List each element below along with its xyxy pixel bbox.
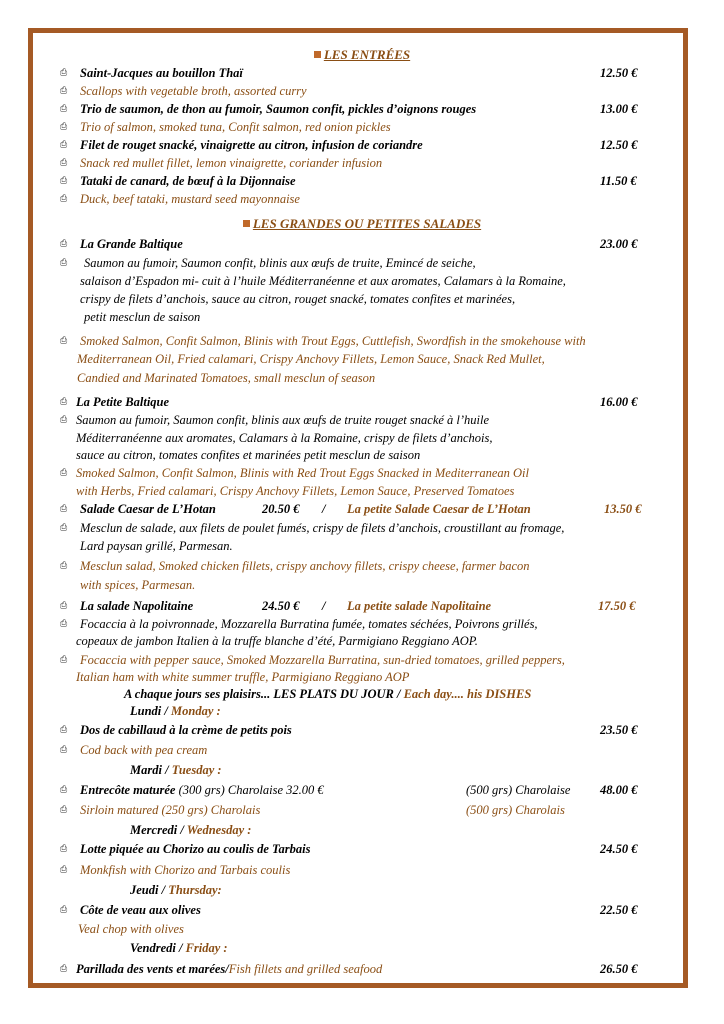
dish-price: 23.00 €	[600, 237, 638, 251]
separator: /	[322, 502, 326, 516]
bullet-icon: ⎙	[60, 618, 68, 628]
dish-description: Saumon au fumoir, Saumon confit, blinis aux œufs de truite rouget snacké à l’huile	[76, 413, 490, 427]
bullet-icon: ⎙	[60, 864, 68, 874]
bullet-icon: ⎙	[60, 467, 68, 477]
bullet-icon: ⎙	[60, 654, 68, 664]
separator: /	[322, 599, 326, 613]
separator: /	[180, 823, 184, 837]
dish-price: 20.50 €	[262, 502, 300, 516]
dish-description: Focaccia à la poivronnade, Mozzarella Burratina fumée, tomates séchées, Poivrons grillés,	[80, 617, 538, 631]
bullet-icon: ⎙	[60, 744, 68, 754]
square-bullet-icon	[314, 51, 321, 58]
day-label	[130, 941, 228, 956]
dish-description: salaison d’Espadon mi- cuit à l’huile Méditerranéenne et aux aromates, Calamars à la Romaine,	[80, 274, 566, 288]
dish-translation: Monkfish with Chorizo and Tarbais coulis	[80, 863, 291, 877]
dish-name: La Petite Baltique	[76, 395, 170, 409]
dish-price: 12.50 €	[600, 66, 638, 80]
day-en: Tuesday :	[171, 763, 222, 777]
dish-alt-translation: (500 grs) Charolais	[466, 803, 565, 817]
dish-name: La Grande Baltique	[80, 237, 183, 251]
dish-description: Lard paysan grillé, Parmesan.	[80, 539, 233, 553]
dish-price: 16.00 €	[600, 395, 638, 409]
day-fr: Lundi	[130, 704, 162, 718]
bullet-icon: ⎙	[60, 103, 68, 113]
dish-translation: Mesclun salad, Smoked chicken fillets, crispy anchovy fillets, crispy cheese, farmer bacon	[80, 559, 530, 573]
dish-translation: Snack red mullet fillet, lemon vinaigrette, coriander infusion	[80, 156, 383, 170]
day-label	[130, 704, 221, 719]
dish-weight: (300 grs) Charolaise 32.00 €	[178, 783, 324, 797]
dish-translation: Cod back with pea cream	[80, 743, 208, 757]
entrees-title: LES ENTRÉES	[323, 47, 411, 62]
dish-translation: Fish fillets and grilled seafood	[228, 962, 383, 976]
dish-name: Trio de saumon, de thon au fumoir, Saumon confit, pickles d’oignons rouges	[80, 102, 477, 116]
day-label	[130, 823, 251, 838]
bullet-icon: ⎙	[60, 396, 68, 406]
dish-name: Côte de veau aux olives	[80, 903, 201, 917]
dish-price: 24.50 €	[262, 599, 300, 613]
dish-name: Saint-Jacques au bouillon Thaï	[80, 66, 243, 80]
plats-title-en: Each day.... his DISHES	[403, 687, 532, 701]
dish-translation: Smoked Salmon, Confit Salmon, Blinis with Red Trout Eggs Snacked in Mediterranean Oil	[76, 466, 529, 480]
bullet-icon: ⎙	[60, 335, 68, 345]
bullet-icon: ⎙	[60, 157, 68, 167]
dish-price: 13.00 €	[600, 102, 638, 116]
separator: /	[178, 941, 183, 955]
dish-description: Mesclun de salade, aux filets de poulet fumés, crispy de filets d’anchois, croustillant au fromage,	[80, 521, 565, 535]
dish-price: 22.50 €	[600, 903, 638, 917]
bullet-icon: ⎙	[60, 238, 68, 248]
dish-name: Salade Caesar de L’Hotan	[80, 502, 216, 516]
dish-price: 48.00 €	[600, 783, 638, 797]
section-heading-salades	[0, 216, 724, 231]
bullet-icon: ⎙	[60, 503, 68, 513]
dish-description: crispy de filets d’anchois, sauce au citron, rouget snacké, tomates confites et marinées,	[80, 292, 516, 306]
dish-price: 11.50 €	[600, 174, 637, 188]
bullet-icon: ⎙	[60, 67, 68, 77]
bullet-icon: ⎙	[60, 193, 68, 203]
dish-price: 12.50 €	[600, 138, 638, 152]
dish-name: Dos de cabillaud à la crème de petits pois	[80, 723, 292, 737]
dish-description: copeaux de jambon Italien à la truffe blanche d’été, Parmigiano Reggiano AOP.	[76, 634, 478, 648]
bullet-icon: ⎙	[60, 560, 68, 570]
dish-translation: with spices, Parmesan.	[80, 578, 196, 592]
dish-translation: Smoked Salmon, Confit Salmon, Blinis with Trout Eggs, Cuttlefish, Swordfish in the smokehouse with	[80, 334, 586, 348]
dish-translation: Italian ham with white summer truffle, Parmigiano Reggiano AOP	[76, 670, 410, 684]
day-en: Friday :	[185, 941, 228, 955]
dish-name: Filet de rouget snacké, vinaigrette au citron, infusion de coriandre	[80, 138, 423, 152]
dish-description: Méditerranéenne aux aromates, Calamars à la Romaine, crispy de filets d’anchois,	[76, 431, 493, 445]
day-fr: Mercredi	[130, 823, 178, 837]
dish-translation: with Herbs, Fried calamari, Crispy Anchovy Fillets, Lemon Sauce, Preserved Tomatoes	[76, 484, 515, 498]
day-label	[130, 883, 222, 898]
petite-dish-price: 13.50 €	[604, 502, 642, 516]
dish-translation: Trio of salmon, smoked tuna, Confit salmon, red onion pickles	[80, 120, 391, 134]
dish-translation: Mediterranean Oil, Fried calamari, Crispy Anchovy Fillets, Lemon Sauce, Snack Red Mullet,	[77, 352, 545, 366]
bullet-icon: ⎙	[60, 963, 68, 973]
day-label	[130, 763, 222, 778]
day-fr: Jeudi	[130, 883, 159, 897]
dish-translation: Scallops with vegetable broth, assorted curry	[80, 84, 307, 98]
bullet-icon: ⎙	[60, 175, 68, 185]
bullet-icon: ⎙	[60, 904, 68, 914]
dish-description: sauce au citron, tomates confites et marinées petit mesclun de saison	[76, 448, 421, 462]
dish-price: 23.50 €	[600, 723, 638, 737]
dish-translation: Sirloin matured (250 grs) Charolais	[80, 803, 261, 817]
bullet-icon: ⎙	[60, 139, 68, 149]
bullet-icon: ⎙	[60, 414, 68, 424]
day-fr: Vendredi	[130, 941, 176, 955]
dish-name: Tataki de canard, de bœuf à la Dijonnaise	[80, 174, 296, 188]
petite-dish-name: La petite salade Napolitaine	[347, 599, 492, 613]
plats-heading	[124, 687, 531, 702]
day-en: Thursday:	[168, 883, 222, 897]
bullet-icon: ⎙	[60, 724, 68, 734]
day-fr: Mardi	[130, 763, 162, 777]
dish-name-text: Parillada des vents et marées/	[76, 962, 229, 976]
bullet-icon: ⎙	[60, 804, 68, 814]
petite-dish-price: 17.50 €	[598, 599, 636, 613]
bullet-icon: ⎙	[60, 843, 68, 853]
separator: /	[165, 763, 169, 777]
separator: /	[164, 704, 168, 718]
bullet-icon: ⎙	[60, 85, 68, 95]
square-bullet-icon	[243, 220, 250, 227]
separator: /	[161, 883, 166, 897]
dish-translation: Candied and Marinated Tomatoes, small mesclun of season	[77, 371, 376, 385]
bullet-icon: ⎙	[60, 257, 68, 267]
salades-title: LES GRANDES OU PETITES SALADES	[252, 216, 482, 231]
bullet-icon: ⎙	[60, 784, 68, 794]
dish-translation: Duck, beef tataki, mustard seed mayonnaise	[80, 192, 300, 206]
day-en: Monday :	[171, 704, 221, 718]
dish-name	[76, 962, 382, 977]
dish-translation: Veal chop with olives	[78, 922, 184, 936]
dish-description: Saumon au fumoir, Saumon confit, blinis aux œufs de truite, Emincé de seiche,	[84, 256, 476, 270]
dish-name-text: Entrecôte maturée	[80, 783, 176, 797]
dish-name: La salade Napolitaine	[80, 599, 194, 613]
section-heading-entrees	[0, 47, 724, 62]
dish-alt-option: (500 grs) Charolaise	[466, 783, 571, 797]
dish-translation: Focaccia with pepper sauce, Smoked Mozzarella Burratina, sun-dried tomatoes, grilled peppers,	[80, 653, 565, 667]
dish-description: petit mesclun de saison	[84, 310, 201, 324]
dish-name	[80, 783, 324, 798]
dish-price: 24.50 €	[600, 842, 638, 856]
dish-price: 26.50 €	[600, 962, 638, 976]
bullet-icon: ⎙	[60, 600, 68, 610]
bullet-icon: ⎙	[60, 522, 68, 532]
plats-title-fr: A chaque jours ses plaisirs... LES PLATS DU JOUR /	[124, 687, 401, 701]
bullet-icon: ⎙	[60, 121, 68, 131]
dish-name: Lotte piquée au Chorizo au coulis de Tarbais	[80, 842, 311, 856]
day-en: Wednesday :	[186, 823, 252, 837]
petite-dish-name: La petite Salade Caesar de L’Hotan	[347, 502, 531, 516]
